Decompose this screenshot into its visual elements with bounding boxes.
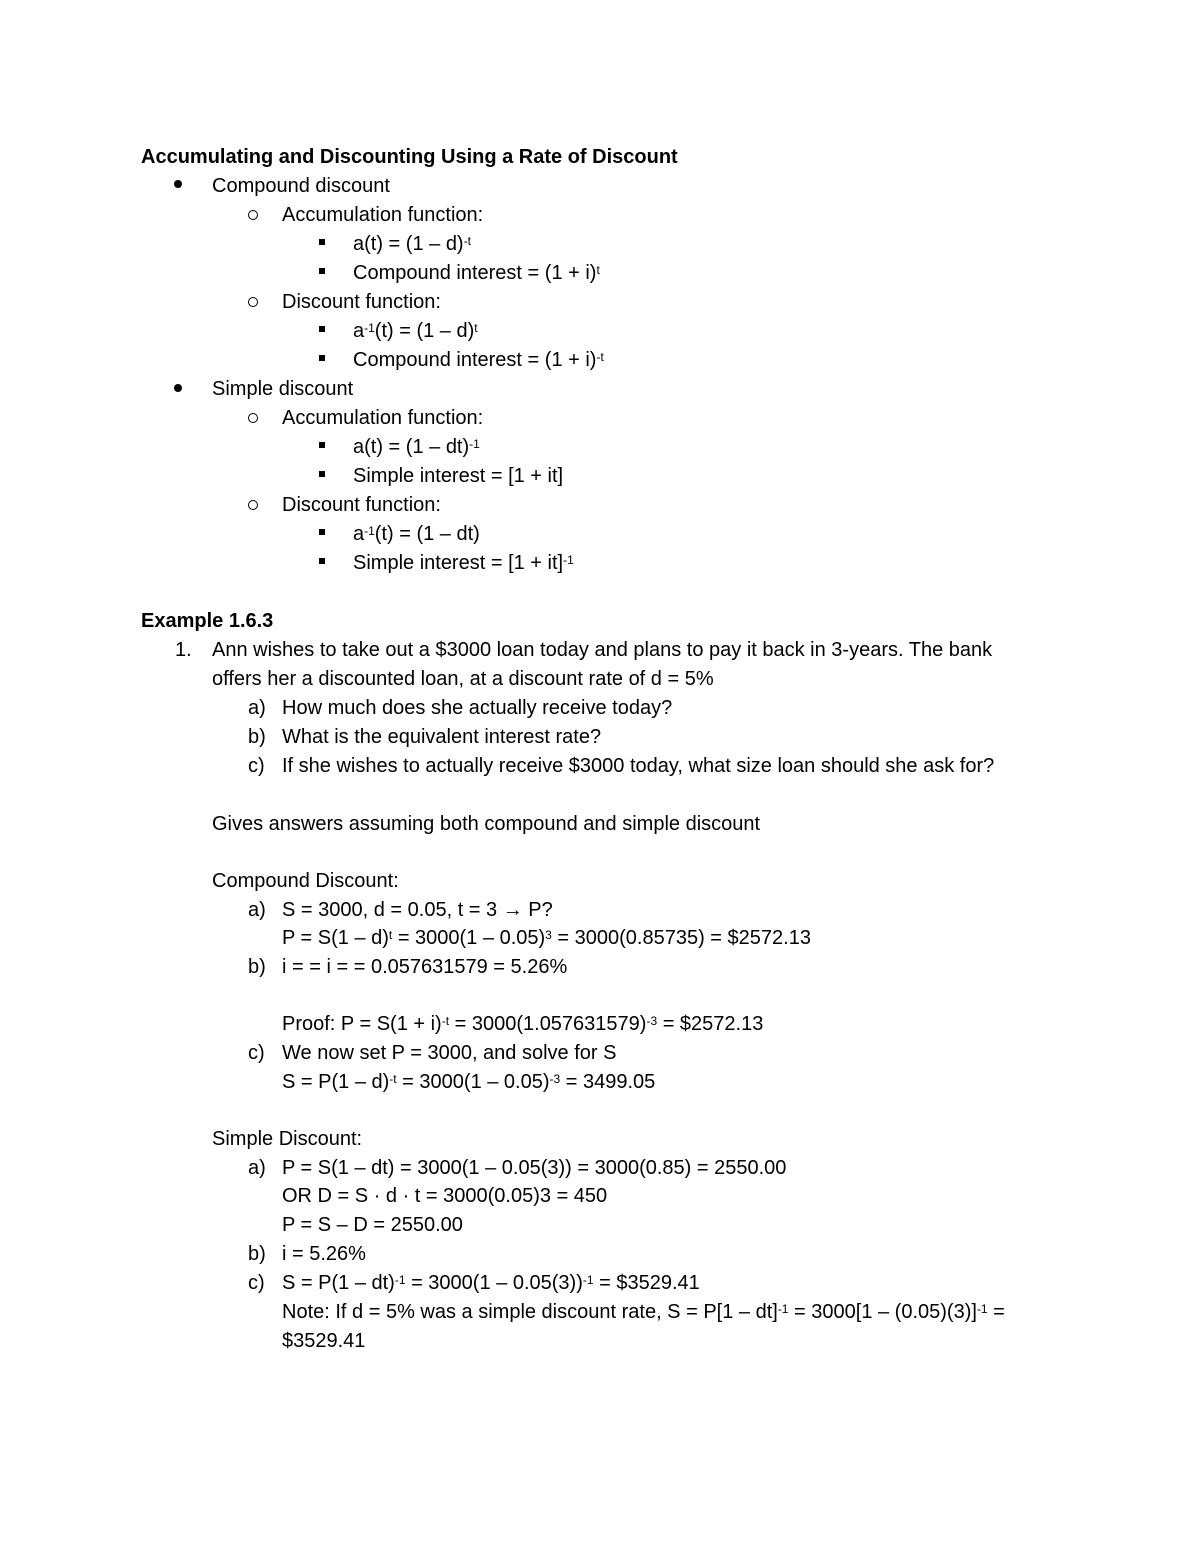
- discount-function-label: Discount function:: [282, 291, 441, 313]
- example-heading: Example 1.6.3: [141, 610, 274, 632]
- solution-line: S = 3000, d = 0.05, t = 3 → P?: [282, 899, 553, 921]
- bullet-dot: [174, 384, 182, 392]
- bullet-square: [319, 471, 325, 477]
- bullet-dot: [174, 180, 182, 188]
- simple-discount-heading: Simple Discount:: [212, 1128, 363, 1150]
- solution-line: P = S – D = 2550.00: [282, 1214, 463, 1236]
- discount-function-label: Discount function:: [282, 494, 441, 516]
- bullet-square: [319, 529, 325, 535]
- arrow-icon: →: [502, 899, 523, 921]
- formula-line: Compound interest = $(1 + i)^t$: [353, 262, 600, 284]
- instruction-text: Gives answers assuming both compound and simple discount: [212, 813, 761, 835]
- bullet-circle: [248, 500, 258, 510]
- list-marker: c): [248, 1042, 265, 1064]
- problem-text: Ann wishes to take out a $3000 loan today and plans to pay it back in 3-years. The bank: [212, 639, 993, 661]
- solution-line: P = S(1 – dt) = 3000(1 – 0.05(3)) = 3000(0.85) = 2550.00: [282, 1157, 787, 1179]
- formula-line: Compound interest = $(1 + i)^{-t}$: [353, 349, 604, 371]
- compound-discount-label: Compound discount: [212, 175, 390, 197]
- solution-line: We now set P = 3000, and solve for S: [282, 1042, 617, 1064]
- question-c: If she wishes to actually receive $3000 today, what size loan should she ask for?: [282, 755, 995, 777]
- formula-line: a(t) = (1 – d)$^{-t}$: [353, 233, 471, 255]
- list-marker: a): [248, 697, 266, 719]
- question-a: How much does she actually receive today?: [282, 697, 673, 719]
- list-marker: c): [248, 755, 265, 777]
- solution-line: S = P(1 – d)$^{-t}$ = 3000(1 – 0.05)$^{-3}$ = 3499.05: [282, 1071, 656, 1093]
- page-title: Accumulating and Discounting Using a Rate of Discount: [141, 146, 678, 168]
- bullet-square: [319, 558, 325, 564]
- bullet-square: [319, 326, 325, 332]
- bullet-circle: [248, 210, 258, 220]
- proof-line: Proof: $P = S(1 + i)^{-t} = 3000(1.057631579)^{-3}$ = $2572.13: [282, 1013, 764, 1035]
- list-marker: a): [248, 1157, 266, 1179]
- solution-line: S = P(1 – dt)$^{-1}$ = 3000(1 – 0.05(3))$^{-1}$ = $3529.41: [282, 1272, 700, 1294]
- problem-text: offers her a discounted loan, at a discount rate of d = 5%: [212, 668, 714, 690]
- solution-line: OR D = S · d · t = 3000(0.05)3 = 450: [282, 1185, 608, 1207]
- note-line: Note: If d = 5% was a simple discount rate, S = P[1 – dt]$^{-1}$ = 3000[1 – (0.05)(3)]$^{-1}$ =: [282, 1301, 1005, 1323]
- list-marker: b): [248, 956, 266, 978]
- bullet-square: [319, 239, 325, 245]
- list-number: 1.: [175, 639, 192, 661]
- question-b: What is the equivalent interest rate?: [282, 726, 602, 748]
- list-marker: b): [248, 1243, 266, 1265]
- bullet-square: [319, 442, 325, 448]
- list-marker: c): [248, 1272, 265, 1294]
- list-marker: b): [248, 726, 266, 748]
- note-line: $3529.41: [282, 1330, 366, 1352]
- formula-line: $a^{-1}(t) = (1 - dt)$: [353, 523, 480, 545]
- simple-discount-label: Simple discount: [212, 378, 354, 400]
- compound-discount-heading: Compound Discount:: [212, 870, 399, 892]
- list-marker: a): [248, 899, 266, 921]
- bullet-square: [319, 268, 325, 274]
- bullet-circle: [248, 297, 258, 307]
- formula-line: Simple interest = [1 + it]$^{-1}$: [353, 552, 574, 574]
- formula-line: $a^{-1}(t) = (1 - d)^t$: [353, 320, 478, 342]
- bullet-circle: [248, 413, 258, 423]
- solution-line: i = 5.26%: [282, 1243, 366, 1265]
- accumulation-function-label: Accumulation function:: [282, 204, 484, 226]
- accumulation-function-label: Accumulation function:: [282, 407, 484, 429]
- formula-line: Simple interest = [1 + it]: [353, 465, 564, 487]
- bullet-square: [319, 355, 325, 361]
- solution-line: i = = i = = 0.057631579 = 5.26%: [282, 956, 568, 978]
- formula-line: a(t) = (1 – dt)$^{-1}$: [353, 436, 480, 458]
- solution-line: P = S(1 – d)$^t$ = 3000(1 – 0.05)$^3$ = 3000(0.85735) = $2572.13: [282, 927, 811, 949]
